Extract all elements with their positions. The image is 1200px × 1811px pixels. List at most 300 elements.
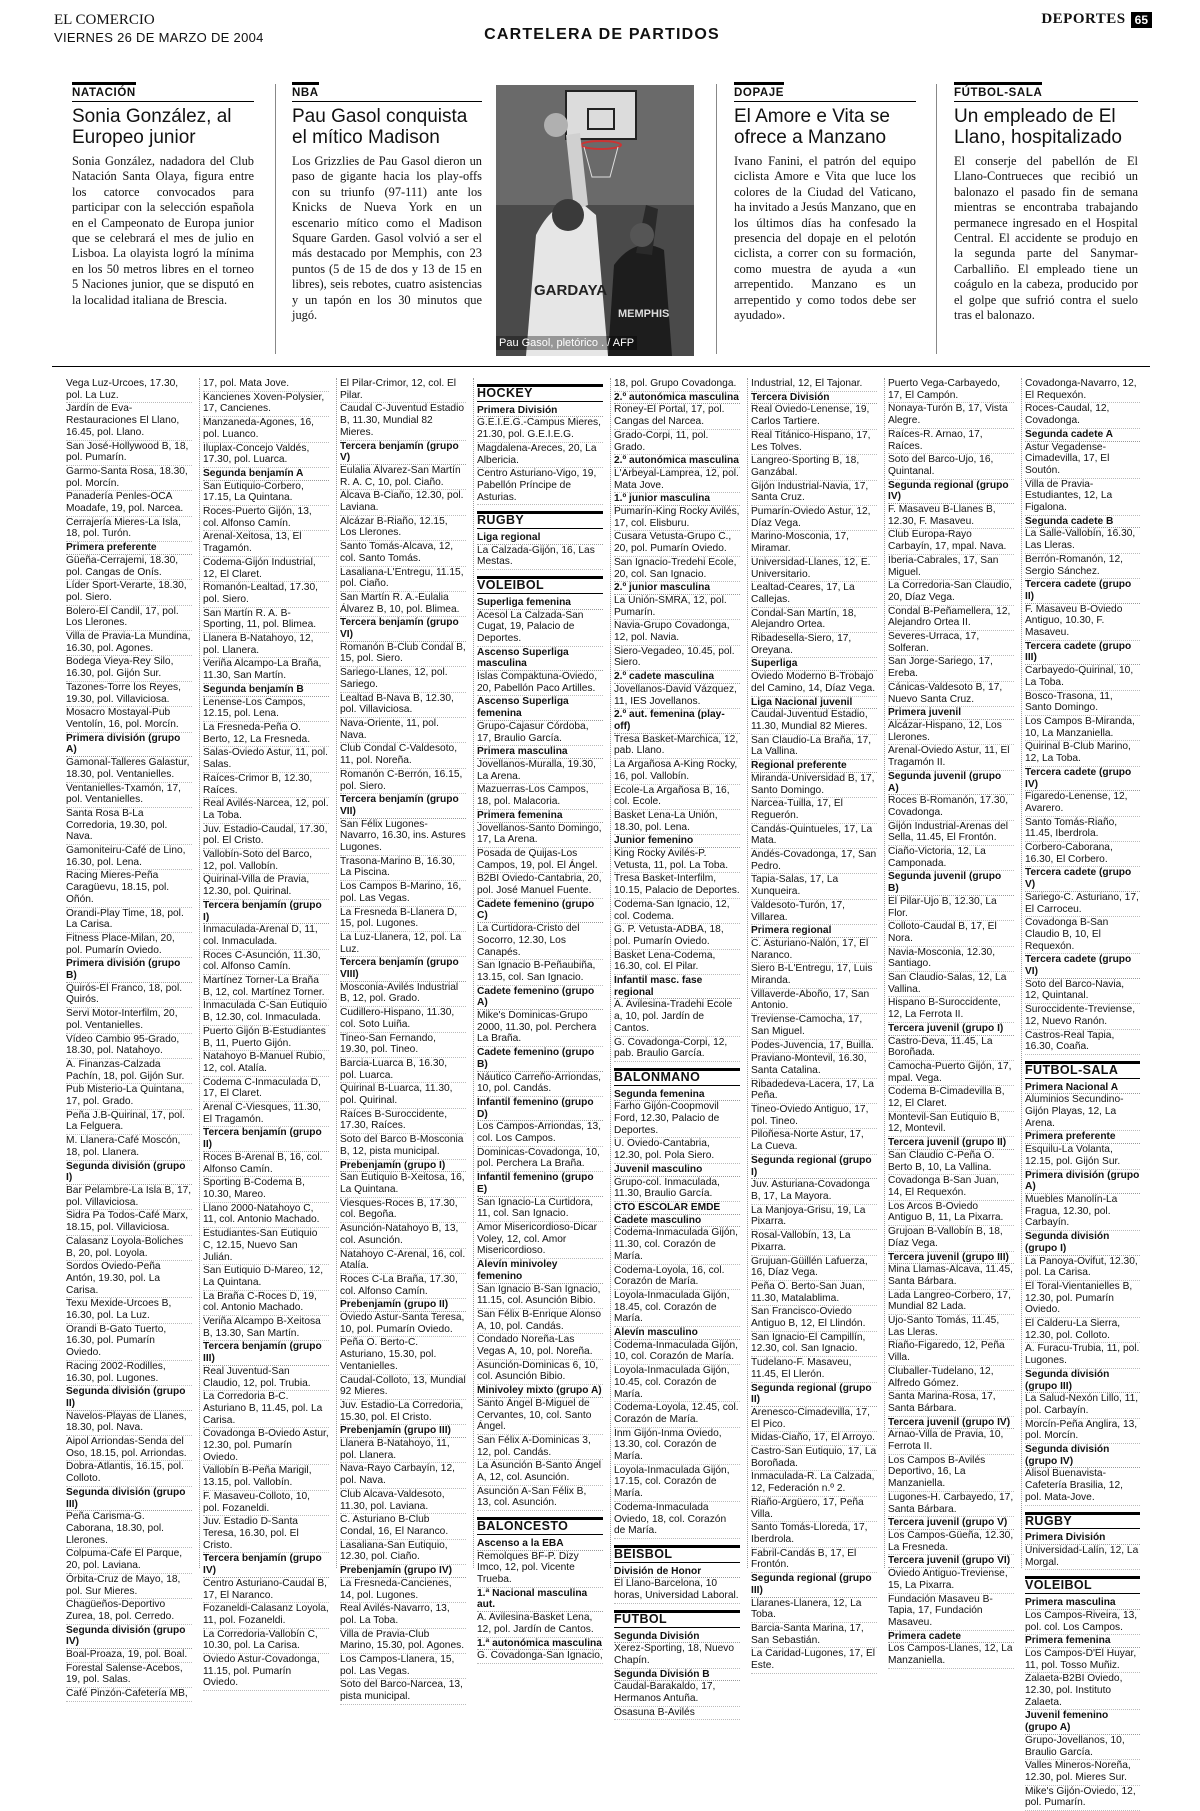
fixture-entry: Osasuna B-Avilés xyxy=(614,1707,740,1721)
fixture-entry: Inm Gijón-Inma Oviedo, 13.30, col. Corazón de María. xyxy=(614,1428,740,1465)
fixture-entry: Lealtad B-Nava B, 12.30, pol. Villaviciosa. xyxy=(340,693,466,718)
fixture-entry: Café Pinzón-Cafetería MB, xyxy=(66,1688,192,1702)
category-heading: Junior femenino xyxy=(614,835,740,848)
fixture-entry: Orandi-Play Time, 18, pol. La Carisa. xyxy=(66,908,192,933)
jersey-text-1: GARDAYA xyxy=(534,282,608,299)
category-heading: Tercera benjamín (grupo VIII) xyxy=(340,957,466,981)
fixture-entry: Salas-Oviedo Astur, 11, pol. Salas. xyxy=(203,747,329,772)
fixture-entry: Alcava B-Ciaño, 12.30, pol. Laviana. xyxy=(340,490,466,515)
category-heading: División de Honor xyxy=(614,1566,740,1579)
listing-column xyxy=(340,378,466,1703)
fixture-entry: G. Covadonga-Corpi, 12, pab. Braulio García. xyxy=(614,1037,740,1062)
fixture-entry: Codema-Inmaculada Gijón, 10, col. Corazón de María. xyxy=(614,1340,740,1365)
fixture-entry: Lealtad-Ceares, 17, La Callejas. xyxy=(751,582,877,607)
photo-caption: Pau Gasol, pletórico . / AFP xyxy=(496,336,637,350)
category-heading: Infantil masc. fase regional xyxy=(614,975,740,999)
fixture-entry: San José-Hollywood B, 18, pol. Pumarín. xyxy=(66,441,192,466)
brief-tag: DOPAJE xyxy=(734,82,784,99)
fixture-entry: Villaverde-Aboño, 17, San Antonio. xyxy=(751,989,877,1014)
fixture-entry: Islas Compaktuna-Oviedo, 20, Pabellón Paco Artilles. xyxy=(477,671,603,696)
category-heading: Superliga femenina xyxy=(477,597,603,610)
category-heading: Segunda juvenil (grupo A) xyxy=(888,771,1014,795)
fixture-entry: Gamoniteiru-Café de Lino, 16.30, pol. Lena. xyxy=(66,845,192,870)
brief-headline: Sonia González, al Europeo junior xyxy=(72,106,232,148)
category-heading: Segunda división (grupo I) xyxy=(66,1161,192,1185)
fixture-entry: Lasaliana-San Eutiquio, 12.30, pol. Ciaño. xyxy=(340,1540,466,1565)
fixture-entry: B2BI Oviedo-Cantabria, 20, pol. José Manuel Fuente. xyxy=(477,873,603,898)
fixture-entry: Arenesco-Cimadevilla, 17, El Pico. xyxy=(751,1407,877,1432)
category-heading: 2.º junior masculina xyxy=(614,582,740,595)
fixture-entry: Covadonga B-Oviedo Astur, 12.30, pol. Pumarín Oviedo. xyxy=(203,1428,329,1465)
fixture-entry: Club Alcava-Valdesoto, 11.30, pol. Laviana. xyxy=(340,1489,466,1514)
fixture-entry: Piloñesa-Norte Astur, 17, La Cueva. xyxy=(751,1129,877,1154)
fixture-entry: Nonaya-Turón B, 17, Vista Alegre. xyxy=(888,403,1014,428)
fixture-entry: La Curtidora-Cristo del Socorro, 12.30, Los Canapés. xyxy=(477,923,603,960)
issue-date: VIERNES 26 DE MARZO DE 2004 xyxy=(54,30,264,45)
category-heading: Segunda benjamín B xyxy=(203,684,329,697)
fixture-entry: G.E.I.E.G.-Campus Mieres, 21.30, pol. G.E.I.E.G. xyxy=(477,417,603,442)
fixture-entry: Codema-Loyola, 12.45, col. Corazón de María. xyxy=(614,1402,740,1427)
brief-tag: NBA xyxy=(292,82,319,99)
fixture-entry: Forestal Salense-Acebos, 19, pol. Salas. xyxy=(66,1663,192,1688)
fixture-entry: Peña J.B-Quirinal, 17, pol. La Felguera. xyxy=(66,1110,192,1135)
fixture-entry: Cerrajería Mieres-La Isla, 18, pol. Turón. xyxy=(66,517,192,542)
fixture-entry: Santo Tomás-Alcava, 12, col. Santo Tomás. xyxy=(340,541,466,566)
fixture-entry: Fabril-Candás B, 17, El Frontón. xyxy=(751,1548,877,1573)
category-heading: Cadete femenino (grupo C) xyxy=(477,899,603,923)
fixture-entry: Ventanielles-Txamón, 17, pol. Ventanielles. xyxy=(66,783,192,808)
fixture-entry: Valdesoto-Turón, 17, Villarea. xyxy=(751,900,877,925)
fixture-entry: Iberia-Cabrales, 17, San Miguel. xyxy=(888,555,1014,580)
fixture-entry: L'Arbeyal-Lamprea, 12, pol. Mata Jove. xyxy=(614,468,740,493)
brief-dopaje xyxy=(734,82,916,352)
fixture-entry: Quirinal B-Luarca, 11.30, pol. Quirinal. xyxy=(340,1083,466,1108)
fixture-entry: Lasaliana-L'Entregu, 11.15, pol. Ciaño. xyxy=(340,567,466,592)
fixture-entry: Puerto Vega-Carbayedo, 17, El Campón. xyxy=(888,378,1014,403)
category-heading: Tercera benjamín (grupo II) xyxy=(203,1127,329,1151)
fixture-entry: Asunción A-San Félix B, 13, col. Asunción. xyxy=(477,1486,603,1511)
fixture-entry: La Fresneda B-Llanera D, 15, pol. Lugones. xyxy=(340,907,466,932)
fixture-entry: La Salud-Nexón Lillo, 11, pol. Carbayín. xyxy=(1025,1393,1140,1418)
category-heading: Prebenjamín (grupo I) xyxy=(340,1160,466,1173)
fixture-entry: Los Campos B-Avilés Deportivo, 16, La Manzaniella. xyxy=(888,1455,1014,1492)
fixture-entry: Roces B-Arenal B, 16, col. Alfonso Camín. xyxy=(203,1152,329,1177)
fixture-entry: San Félix B-Enrique Alonso A, 10, pol. Candás. xyxy=(477,1309,603,1334)
sport-heading: BALONCESTO xyxy=(477,1517,603,1535)
fixture-entry: Amor Misericordioso-Dicar Voley, 12, col. Amor Misericordioso. xyxy=(477,1222,603,1259)
fixture-entry: Ribadedeva-Lacera, 17, La Peña. xyxy=(751,1079,877,1104)
fixture-entry: Covadonga B-San Juan, 14, El Requexón. xyxy=(888,1175,1014,1200)
fixture-entry: Dobra-Atlantis, 16.15, pol. Colloto. xyxy=(66,1461,192,1486)
fixture-entry: Natahoyo B-Manuel Rubio, 12, col. Atalía. xyxy=(203,1051,329,1076)
fixture-entry: Arnao-Villa de Pravia, 10, Ferrota II. xyxy=(888,1429,1014,1454)
category-heading: Segunda regional (grupo I) xyxy=(751,1155,877,1179)
fixture-entry: Berrón-Romanón, 12, Sergio Sánchez. xyxy=(1025,554,1140,579)
category-heading: Primera preferente xyxy=(1025,1131,1140,1144)
fixture-entry: San Eutiquio D-Mareo, 12, La Quintana. xyxy=(203,1265,329,1290)
fixture-entry: Lenense-Los Campos, 12.15, pol. Lena. xyxy=(203,697,329,722)
category-heading: Primera división (grupo A) xyxy=(66,733,192,757)
fixture-entry: Bodega Vieya-Rey Silo, 16.30, pol. Gijón Sur. xyxy=(66,656,192,681)
category-heading: Ascenso Superliga femenina xyxy=(477,696,603,720)
fixture-entry: La Calzada-Gijón, 16, Las Mestas. xyxy=(477,545,603,570)
fixture-entry: Marino-Mosconia, 17, Miramar. xyxy=(751,531,877,556)
category-heading: Tercera benjamín (grupo V) xyxy=(340,441,466,465)
category-heading: Primera división (grupo B) xyxy=(66,958,192,982)
fixture-entry: Colpuma-Cafe El Parque, 20, pol. Laviana. xyxy=(66,1548,192,1573)
fixture-entry: Quirinal-Villa de Pravia, 12.30, pol. Quirinal. xyxy=(203,874,329,899)
section-rule xyxy=(52,366,1150,367)
fixture-entry: Manzaneda-Agones, 16, pol. Luanco. xyxy=(203,417,329,442)
fixture-entry: Pumarín-Oviedo Astur, 12, Díaz Vega. xyxy=(751,506,877,531)
fixture-entry: Covadonga-Navarro, 12, El Requexón. xyxy=(1025,378,1140,403)
brief-headline: Pau Gasol conquista el mítico Madison xyxy=(292,106,468,148)
fixture-entry: Barcia-Luarca B, 16.30, pol. Luarca. xyxy=(340,1058,466,1083)
fixture-entry: San Félix Lugones-Navarro, 16.30, ins. Astures Lugones. xyxy=(340,819,466,856)
fixture-entry: Natahoyo C-Arenal, 16, col. Atalía. xyxy=(340,1249,466,1274)
fixture-entry: Candás-Quintueles, 17, La Mata. xyxy=(751,824,877,849)
brief-headline: Un empleado de El Llano, hospitalizado xyxy=(954,106,1122,148)
fixture-entry: Sariego-C. Asturiano, 17, El Carroceu. xyxy=(1025,892,1140,917)
fixture-entry: Martínez Torner-La Braña B, 12, col. Martínez Torner. xyxy=(203,975,329,1000)
section-label: DEPORTES xyxy=(1041,11,1126,27)
fixture-entry: Arenal-Oviedo Astur, 11, El Tragamón II. xyxy=(888,745,1014,770)
fixture-entry: Viesques-Roces B, 17.30, col. Begoña. xyxy=(340,1198,466,1223)
sport-heading: FÚTBOL-SALA xyxy=(1025,1061,1140,1079)
fixture-entry: Boal-Proaza, 19, pol. Boal. xyxy=(66,1649,192,1663)
fixture-entry: Riaño-Argüero, 17, Peña Villa. xyxy=(751,1497,877,1522)
fixture-entry: Santa Rosa B-La Corredoria, 19.30, pol. Nava. xyxy=(66,808,192,845)
fixture-entry: El Calderu-La Sierra, 12.30, pol. Colloto. xyxy=(1025,1318,1140,1343)
fixture-entry: Pub Misterio-La Quintana, 17, pol. Grado. xyxy=(66,1084,192,1109)
fixture-entry: Figaredo-Lenense, 12, Avarero. xyxy=(1025,791,1140,816)
fixture-entry: Castro-Deva, 11.45, La Boroñada. xyxy=(888,1036,1014,1061)
fixture-entry: Vídeo Cambio 95-Grado, 18.30, pol. Natahoyo. xyxy=(66,1034,192,1059)
category-heading: Segunda cadete B xyxy=(1025,516,1140,529)
fixture-entry: Tudelano-F. Masaveu, 11.45, El Llerón. xyxy=(751,1357,877,1382)
fixture-entry: Magdalena-Areces, 20, La Albericia. xyxy=(477,443,603,468)
fixture-entry: Miranda-Universidad B, 17, Santo Domingo. xyxy=(751,773,877,798)
fixture-entry: Roces-Caudal, 12, Covadonga. xyxy=(1025,403,1140,428)
fixture-entry: Treviense-Camocha, 17, San Miguel. xyxy=(751,1014,877,1039)
fixture-entry: Suroccidente-Treviense, 12, Nuevo Ranón. xyxy=(1025,1004,1140,1029)
fixture-entry: F. Masaveu B-Llanes B, 12.30, F. Masaveu. xyxy=(888,504,1014,529)
fixture-entry: G. P. Vetusta-ADBA, 18, pol. Pumarín Oviedo. xyxy=(614,924,740,949)
sport-heading: FÚTBOL xyxy=(614,1610,740,1628)
fixture-entry: M. Llanera-Café Moscón, 18, pol. Llanera. xyxy=(66,1135,192,1160)
fixture-entry: Sariego-Llanes, 12, pol. Sariego. xyxy=(340,667,466,692)
fixture-entry: La Fresneda-Peña O. Berto, 12, La Fresneda. xyxy=(203,722,329,747)
fixture-entry: Nava-Rayo Carbayín, 12, pol. Nava. xyxy=(340,1463,466,1488)
category-heading: Tercera juvenil (grupo I) xyxy=(888,1023,1014,1036)
category-heading: Segunda División B xyxy=(614,1669,740,1682)
fixture-entry: Los Arcos B-Oviedo Antiguo B, 11, La Pixarra. xyxy=(888,1201,1014,1226)
fixture-entry: San Ignacio B-San Ignacio, 11.15, col. Asunción Bibio. xyxy=(477,1284,603,1309)
category-heading: 2.º autonómica masculina xyxy=(614,455,739,467)
fixture-entry: Eulalia Álvarez-San Martín R. A. C, 10, pol. Ciaño. xyxy=(340,465,466,490)
fixture-entry: Zalaeta-B2BI Oviedo, 12.30, pol. Instituto Zalaeta. xyxy=(1025,1673,1140,1710)
fixture-entry: A. Furacu-Trubia, 11, pol. Lugones. xyxy=(1025,1343,1140,1368)
fixture-entry: Posada de Quijas-Los Campos, 19, pol. El Ángel. xyxy=(477,848,603,873)
category-heading: 2.º aut. femenina (play-off) xyxy=(614,709,740,733)
fixture-entry: Grujuan-Güillén Lafuerza, 16, Díaz Vega. xyxy=(751,1256,877,1281)
brief-headline: El Amore e Vita se ofrece a Manzano xyxy=(734,106,890,148)
fixture-entry: Grupo-col. Inmaculada, 11.30, Braulio García. xyxy=(614,1177,740,1202)
column-divider xyxy=(473,378,474,1568)
category-heading: Superliga xyxy=(751,658,877,671)
sport-heading: VOLEIBOL xyxy=(1025,1576,1140,1594)
fixture-entry: Grupo-Jovellanos, 10, Braulio García. xyxy=(1025,1735,1140,1760)
fixture-entry: Colloto-Caudal B, 17, El Nora. xyxy=(888,921,1014,946)
category-heading: Tercera benjamín (grupo IV) xyxy=(203,1553,329,1577)
fixture-entry: La Braña C-Roces D, 19, col. Antonio Machado. xyxy=(203,1291,329,1316)
fixture-entry: La Caridad-Lugones, 17, El Este. xyxy=(751,1648,877,1673)
fixture-entry: Líder Sport-Verarte, 18.30, pol. Siero. xyxy=(66,580,192,605)
column-divider xyxy=(884,378,885,1568)
fixture-entry: Codema B-Cimadevilla B, 12, El Claret. xyxy=(888,1086,1014,1111)
fixture-entry: F. Masaveu-Colloto, 10, pol. Fozaneldi. xyxy=(203,1491,329,1516)
fixture-entry: Santa Marina-Rosa, 17, Santa Bárbara. xyxy=(888,1391,1014,1416)
brief-tag: FÚTBOL-SALA xyxy=(954,82,1042,99)
fixture-entry: Sidra Pa Todos-Café Marx, 18.15, pol. Villaviciosa. xyxy=(66,1210,192,1235)
fixture-entry: Montevil-San Eutiquio B, 12, Montevil. xyxy=(888,1112,1014,1137)
fixture-entry: El Llano-Barcelona, 10 horas, Universidad Laboral. xyxy=(614,1578,740,1603)
fixture-entry: Barcia-Santa Marina, 17, San Sebastián. xyxy=(751,1623,877,1648)
fixture-entry: Podes-Juvencia, 17, Builla. xyxy=(751,1040,877,1054)
fixture-entry: Asunción-Dominicas 6, 10, col. Asunción Bibio. xyxy=(477,1360,603,1385)
fixture-entry: Hispano B-Suroccidente, 12, La Ferrota II. xyxy=(888,997,1014,1022)
fixture-entry: Caudal-Colloto, 13, Mundial 92 Mieres. xyxy=(340,1375,466,1400)
fixture-entry: Oviedo Moderno B-Trobajo del Camino, 14, Díaz Vega. xyxy=(751,671,877,696)
fixture-entry: Güeña-Cerrajemi, 18.30, pol. Cangas de Onís. xyxy=(66,555,192,580)
fixture-entry: Servi Motor-Interfilm, 20, pol. Ventanielles. xyxy=(66,1008,192,1033)
fixture-entry: Loyola-Inmaculada Gijón, 17.15, col. Corazón de María. xyxy=(614,1465,740,1502)
fixture-entry: Universidad-Lalín, 12, La Morgal. xyxy=(1025,1545,1140,1570)
brief-body: Sonia González, nadadora del Club Natación Santa Olaya, figura entre los catorce convocados para participar con la selección española en el Campeonato de Europa junior que se celebrará el mes de julio en Lisboa. La olayista logró la mínima en los 50 metros libres en el torneo 5 Naciones junior, que se disputó en la localidad italiana de Brescia. xyxy=(72,154,254,307)
fixture-entry: Raíces B-Suroccidente, 17.30, Raíces. xyxy=(340,1109,466,1134)
fixture-entry: Juv. Estadio-Caudal, 17.30, pol. El Cristo. xyxy=(203,824,329,849)
category-heading: Segunda benjamín A xyxy=(203,468,329,481)
category-heading: Ascenso a la EBA xyxy=(477,1538,603,1551)
fixture-entry: Santo Ángel B-Miguel de Cervantes, 10, col. Santo Ángel. xyxy=(477,1398,603,1435)
category-heading: Prebenjamín (grupo II) xyxy=(340,1299,466,1312)
listing-column xyxy=(66,378,192,1700)
fixture-entry: Loyola-Inmaculada Gijón, 18.45, col. Corazón de María. xyxy=(614,1290,740,1327)
fixture-entry: Condal B-Peñamellera, 12, Alejandro Ortea II. xyxy=(888,606,1014,631)
fixture-entry: Los Campos B-Marino, 16, pol. Las Vegas. xyxy=(340,881,466,906)
category-heading: Segunda división (grupo IV) xyxy=(66,1625,192,1649)
fixture-entry: Navelos-Playas de Llanes, 18.30, pol. Nava. xyxy=(66,1411,192,1436)
category-heading: 2.º cadete masculina xyxy=(614,671,740,684)
fixture-entry: La Asunción B-Santo Ángel A, 12, col. Asunción. xyxy=(477,1460,603,1485)
category-heading: Tercera juvenil (grupo V) xyxy=(888,1517,1014,1530)
fixture-entry: Peña Carisma-G. Caborana, 18.30, pol. Llerones. xyxy=(66,1511,192,1548)
fixture-entry: Ciaño-Victoria, 12, La Camponada. xyxy=(888,846,1014,871)
fixture-entry: Juv. Estadio-La Corredoria, 15.30, pol. El Cristo. xyxy=(340,1400,466,1425)
category-heading: Primera cadete xyxy=(888,1631,1014,1644)
fixture-entry: San Eutiquio-Corbero, 17.15, La Quintana. xyxy=(203,481,329,506)
fixture-entry: Condado Noreña-Las Vegas A, 10, pol. Noreña. xyxy=(477,1334,603,1359)
column-divider xyxy=(336,378,337,1568)
fixture-entry: San Eutiquio B-Xeitosa, 16, La Quintana. xyxy=(340,1172,466,1197)
fixture-entry: Asunción-Natahoyo B, 13, col. Asunción. xyxy=(340,1223,466,1248)
fixture-entry: Quirós-El Franco, 18, pol. Quirós. xyxy=(66,983,192,1008)
fixture-entry: 17, pol. Mata Jove. xyxy=(203,378,329,392)
category-heading: Alevín masculino xyxy=(614,1327,740,1340)
category-heading: CTO ESCOLAR EMDE xyxy=(614,1202,740,1215)
fixture-entry: San Jorge-Sariego, 17, Ereba. xyxy=(888,656,1014,681)
fixture-entry: San Claudio-Salas, 12, La Vallina. xyxy=(888,972,1014,997)
fixture-entry: Universidad-Llanes, 12, E. Universitario. xyxy=(751,557,877,582)
fixture-entry: Soto del Barco-Navia, 12, Quintanal. xyxy=(1025,979,1140,1004)
fixture-entry: Camocha-Puerto Gijón, 17, mpal. Vega. xyxy=(888,1061,1014,1086)
fixture-entry: Veriña Alcampo-La Braña, 11.30, San Martín. xyxy=(203,658,329,683)
page-number: 65 xyxy=(1131,12,1152,28)
fixture-entry: La Fresneda-Cancienes, 14, pol. Lugones. xyxy=(340,1578,466,1603)
fixture-entry: Tineo-Oviedo Antiguo, 17, pol. Tineo. xyxy=(751,1104,877,1129)
fixture-entry: Fitness Place-Milan, 20, pol. Pumarín Oviedo. xyxy=(66,933,192,958)
fixture-entry: Mazuerras-Los Campos, 18, pol. Malacoria. xyxy=(477,784,603,809)
fixture-entry: Los Campos-Llanera, 15, pol. Las Vegas. xyxy=(340,1654,466,1679)
category-heading: Tercera cadete (grupo VI) xyxy=(1025,954,1140,978)
news-photo xyxy=(496,85,694,356)
fixture-entry: Los Campos-Arriondas, 13, col. Los Campos. xyxy=(477,1121,603,1146)
fixture-entry: San Ignacio B-Peñaubiña, 13.15, col. San Ignacio. xyxy=(477,960,603,985)
sport-heading: HOCKEY xyxy=(477,384,603,402)
fixture-entry: San Ignacio-La Curtidora, 11, col. San Ignacio. xyxy=(477,1197,603,1222)
listing-column xyxy=(1025,378,1140,1809)
listing-column xyxy=(751,378,877,1672)
fixture-entry: Roces C-Asunción, 11.30, col. Alfonso Camín. xyxy=(203,950,329,975)
fixture-entry: Los Campos-Güeña, 12.30, La Fresneda. xyxy=(888,1530,1014,1555)
fixture-entry: Acesol La Calzada-San Cugat, 19, Palacio de Deportes. xyxy=(477,610,603,647)
fixture-entry: Praviano-Montevil, 16.30, Santa Catalina. xyxy=(751,1053,877,1078)
fixture-entry: Real Juventud-San Claudio, 12, pol. Trubia. xyxy=(203,1366,329,1391)
category-heading: Segunda regional (grupo II) xyxy=(751,1383,877,1407)
fixture-entry: Gamonal-Talleres Galastur, 18.30, pol. Ventanielles. xyxy=(66,757,192,782)
category-heading: Tercera cadete (grupo IV) xyxy=(1025,767,1140,791)
fixture-entry: Siero B-L'Entregu, 17, Luis Miranda. xyxy=(751,963,877,988)
fixture-entry: Inmaculada C-San Eutiquio B, 12.30, col. Inmaculada. xyxy=(203,1000,329,1025)
listing-column xyxy=(203,378,329,1689)
fixture-entry: Romanón C-Berrón, 16.15, pol. Siero. xyxy=(340,769,466,794)
category-heading: Segunda regional (grupo III) xyxy=(751,1573,877,1597)
fixture-entry: F. Masaveu B-Oviedo Antiguo, 10.30, F. Masaveu. xyxy=(1025,604,1140,641)
fixture-entry: Arenal C-Viesques, 11.30, El Tragamón. xyxy=(203,1102,329,1127)
fixture-entry: Castros-Real Tapia, 16.30, Coaña. xyxy=(1025,1030,1140,1055)
category-heading: Prebenjamín (grupo IV) xyxy=(340,1565,466,1578)
category-heading: Segunda división (grupo III) xyxy=(66,1487,192,1511)
fixture-entry: Fozaneldi-Calasanz Loyola, 11, pol. Fozaneldi. xyxy=(203,1603,329,1628)
newspaper-name: EL COMERCIO xyxy=(54,12,155,28)
brief-nba xyxy=(292,82,482,352)
fixture-entry: Remolques BF-P. Dizy Imco, 12, pol. Vicente Trueba. xyxy=(477,1551,603,1588)
sport-heading: BÉISBOL xyxy=(614,1545,740,1563)
fixture-entry: Santo Tomás-Riaño, 11.45, Iberdrola. xyxy=(1025,817,1140,842)
fixture-entry: Bosco-Trasona, 11, Santo Domingo. xyxy=(1025,691,1140,716)
fixture-entry: Calasanz Loyola-Boliches B, 20, pol. Loyola. xyxy=(66,1236,192,1261)
brief-tag: NATACIÓN xyxy=(72,82,136,99)
category-heading: Tercera juvenil (grupo VI) xyxy=(888,1555,1014,1568)
fixture-entry: Codema-Loyola, 16, col. Corazón de María. xyxy=(614,1265,740,1290)
fixture-entry: Tapia-Salas, 17, La Xunqueira. xyxy=(751,874,877,899)
fixture-entry: Xerez-Sporting, 18, Nuevo Chapín. xyxy=(614,1643,740,1668)
fixture-entry: Jovellanos-Santo Domingo, 17, La Arena. xyxy=(477,823,603,848)
fixture-entry: Roces B-Romanón, 17.30, Covadonga. xyxy=(888,795,1014,820)
fixture-entry: Villa de Pravia-Estudiantes, 12, La Figalona. xyxy=(1025,479,1140,516)
fixture-entry: La Corredoria-San Claudio, 20, Díaz Vega. xyxy=(888,580,1014,605)
fixture-entry: Gijón Industrial-Navia, 17, Santa Cruz. xyxy=(751,481,877,506)
fixture-entry: Fundación Masaveu B-Tapia, 17, Fundación Masaveu. xyxy=(888,1594,1014,1631)
fixture-entry: Inmaculada-R. La Calzada, 12, Federación n.º 2. xyxy=(751,1471,877,1496)
fixture-entry: 18, pol. Grupo Covadonga. xyxy=(614,378,740,392)
category-heading: Primera División xyxy=(1025,1532,1140,1545)
category-heading: Primera masculina xyxy=(1025,1597,1140,1610)
fixture-entry: Cudillero-Hispano, 11.30, col. Soto Luiña. xyxy=(340,1007,466,1032)
fixture-entry: Iluplax-Concejo Valdés, 17.30, pol. Luarca. xyxy=(203,443,329,468)
category-heading: Infantil femenino (grupo D) xyxy=(477,1097,603,1121)
column-divider xyxy=(610,378,611,1568)
fixture-entry: Los Campos B-Miranda, 10, La Manzaniella. xyxy=(1025,716,1140,741)
sport-heading: RUGBY xyxy=(1025,1512,1140,1530)
fixture-entry: Cánicas-Valdesoto B, 17, Nuevo Santa Cruz. xyxy=(888,682,1014,707)
category-heading: Minivoley mixto (grupo A) xyxy=(477,1385,602,1397)
category-heading: Segunda división (grupo I) xyxy=(1025,1231,1140,1255)
fixture-entry: Vallobín-Soto del Barco, 12, pol. Vallobín. xyxy=(203,849,329,874)
fixture-entry: Real Oviedo-Lenense, 19, Carlos Tartiere. xyxy=(751,404,877,429)
fixture-entry: Llano 2000-Natahoyo C, 11, col. Antonio Machado. xyxy=(203,1203,329,1228)
fixture-entry: Náutico Carreño-Arriondas, 10, pol. Candás. xyxy=(477,1072,603,1097)
category-heading: Primera femenina xyxy=(1025,1635,1140,1648)
basketball-photo-illustration xyxy=(496,85,694,356)
fixture-entry: Raíces-R. Arnao, 17, Raíces. xyxy=(888,429,1014,454)
category-heading: Tercera benjamín (grupo VI) xyxy=(340,617,466,641)
fixture-entry: Jovellanos-David Vázquez, 11, IES Jovellanos. xyxy=(614,684,740,709)
category-heading: Tercera benjamín (grupo I) xyxy=(203,900,329,924)
category-heading: Segunda División xyxy=(614,1631,740,1644)
fixture-entry: King Rocky Avilés-P. Vetusta, 11, pol. La Toba. xyxy=(614,848,740,873)
fixture-entry: Soto del Barco-Ujo, 16, Quintanal. xyxy=(888,454,1014,479)
fixture-entry: Llanera B-Natahoyo, 11, pol. Llanera. xyxy=(340,1438,466,1463)
fixture-entry: Codema-Gijón Industrial, 12, El Claret. xyxy=(203,557,329,582)
category-heading: 1.º junior masculina xyxy=(614,493,740,506)
fixture-entry: Centro Asturiano-Caudal B, 17, El Naranco. xyxy=(203,1578,329,1603)
fixture-entry: Centro Asturiano-Vigo, 19, Pabellón Príncipe de Asturias. xyxy=(477,468,603,505)
category-heading: Tercera benjamín (grupo VII) xyxy=(340,794,466,818)
column-divider xyxy=(747,378,748,1568)
fixture-entry: Andés-Covadonga, 17, San Pedro. xyxy=(751,849,877,874)
fixture-entry: La Luz-Llanera, 12, pol. La Luz. xyxy=(340,932,466,957)
fixture-entry: Siero-Vegadeo, 10.45, pol. Siero. xyxy=(614,646,740,671)
fixture-entry: Sordos Oviedo-Peña Antón, 19.30, pol. La Carisa. xyxy=(66,1261,192,1298)
fixture-entry: Esquilu-La Volanta, 12.15, pol. Gijón Sur. xyxy=(1025,1144,1140,1169)
category-heading: Primera División xyxy=(477,405,603,418)
category-heading: Tercera juvenil (grupo II) xyxy=(888,1137,1014,1150)
category-heading: Primera preferente xyxy=(66,542,192,555)
category-heading: Tercera cadete (grupo II) xyxy=(1025,579,1140,603)
fixture-entry: San Francisco-Oviedo Antiguo B, 12, El Llindón. xyxy=(751,1306,877,1331)
listing-column xyxy=(477,378,603,1662)
fixture-entry: San Ignacio-Tredehi Ecole, 20, col. San Ignacio. xyxy=(614,557,740,582)
fixture-entry: Los Campos-Riveira, 13, pol. col. Los Campos. xyxy=(1025,1610,1140,1635)
fixture-entry: Cusara Vetusta-Grupo C., 20, pol. Pumarín Oviedo. xyxy=(614,531,740,556)
fixture-entry: Valles Mineros-Noreña, 12.30, pol. Mieres Sur. xyxy=(1025,1760,1140,1785)
category-heading: Cadete femenino (grupo A) xyxy=(477,986,603,1010)
fixture-entry: Aluminios Secundino-Gijón Playas, 12, La Arena. xyxy=(1025,1094,1140,1131)
category-heading: 1.ª Nacional masculina aut. xyxy=(477,1588,603,1612)
fixture-entry: Racing Mieres-Peña Caragüevu, 18.15, pol. Oñón. xyxy=(66,870,192,907)
brief-body: El conserje del pabellón de El Llano-Contrueces que recibió un balonazo el pasado fin de semana mientras se encontraba trabajando permanece ingresado en el Hospital Central. El accidente se produjo en la segunda parte del Sanymar-Carballiño. El empleado tiene un coágulo en la cabeza, producido por el golpe que sufrió contra el suelo tras el balonazo. xyxy=(954,154,1138,323)
